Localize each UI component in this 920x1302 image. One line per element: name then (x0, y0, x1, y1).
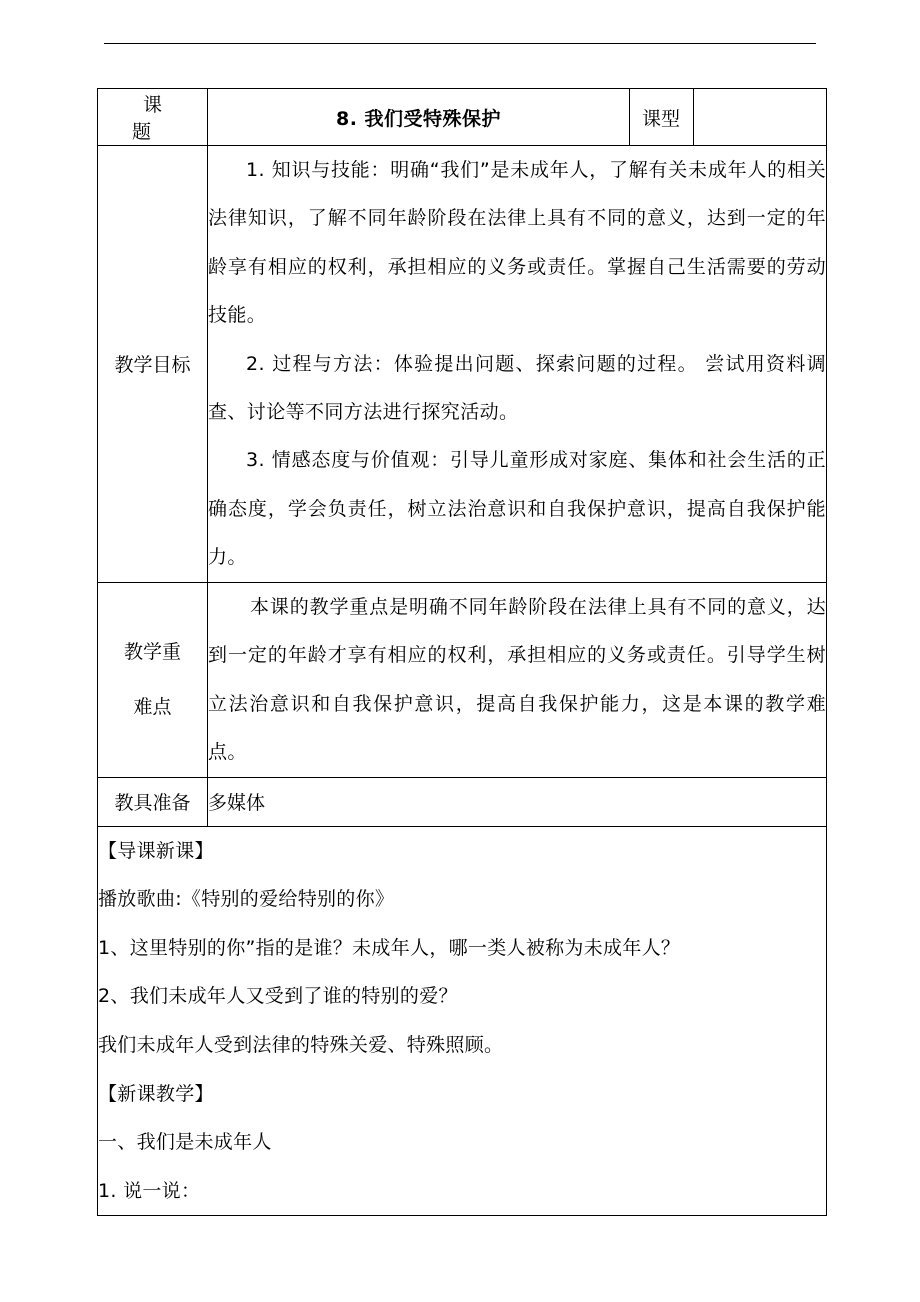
process-line: 【新课教学】 (98, 1082, 214, 1105)
goals-label: 教学目标 (114, 354, 191, 377)
goal-item-3: 3. 情感态度与价值观：引导儿童形成对家庭、集体和社会生活的正确态度，学会负责任，树立法治意识和自我保护意识，提高自我保护能力。 (208, 449, 826, 569)
process-line: 我们未成年人受到法律的特殊关爱、特殊照顾。 (98, 1034, 504, 1057)
goals-row (98, 146, 827, 583)
goals-content-cell (208, 146, 827, 583)
title-label: 课 题 (131, 94, 184, 143)
lesson-plan-table (97, 88, 827, 1216)
type-value-cell (694, 89, 827, 146)
process-line: 1. 说一说： (98, 1179, 201, 1202)
key-points-text: 本课的教学重点是明确不同年龄阶段在法律上具有不同的意义，达到一定的年龄才享有相应的权利，承担相应的义务或责任。引导学生树立法治意识和自我保护意识，提高自我保护能力，这是本课的教学难点。 (208, 595, 826, 764)
key-points-label-cell (98, 582, 208, 777)
lesson-title: 8. 我们受特殊保护 (335, 107, 502, 130)
goal-item-1: 1. 知识与技能：明确“我们”是未成年人，了解有关未成年人的相关法律知识，了解不同年龄阶段在法律上具有不同的意义，达到一定的年龄享有相应的权利，承担相应的义务或责任。掌握自己生活需要的劳动技能。 (208, 159, 826, 327)
key-points-label-line2: 难点 (133, 695, 172, 718)
process-row (98, 826, 827, 1216)
page-header-rule (104, 43, 816, 44)
process-line: 【导课新课】 (98, 839, 214, 862)
key-points-row (98, 582, 827, 777)
type-label: 课型 (642, 107, 681, 130)
tools-label: 教具准备 (114, 792, 191, 815)
title-row (98, 89, 827, 146)
process-line: 一、我们是未成年人 (98, 1131, 272, 1154)
goals-label-cell (98, 146, 208, 583)
goal-item-2: 2. 过程与方法：体验提出问题、探索问题的过程。 尝试用资料调查、讨论等不同方法进行探究活动。 (208, 352, 826, 424)
key-points-label-line1: 教学重 (123, 640, 181, 663)
lesson-title-cell (208, 89, 630, 146)
process-line: 播放歌曲:《特别的爱给特别的你》 (98, 888, 395, 911)
process-content-cell (98, 826, 827, 1216)
tools-label-cell (98, 777, 208, 826)
tools-value-cell (208, 777, 827, 826)
key-points-content-cell (208, 582, 827, 777)
title-label-cell (98, 89, 208, 146)
process-line: 1、这里特别的你”指的是谁？未成年人，哪一类人被称为未成年人？ (98, 936, 681, 959)
process-line: 2、我们未成年人又受到了谁的特别的爱？ (98, 985, 458, 1008)
tools-value: 多媒体 (208, 792, 266, 815)
type-label-cell (630, 89, 694, 146)
tools-row (98, 777, 827, 826)
